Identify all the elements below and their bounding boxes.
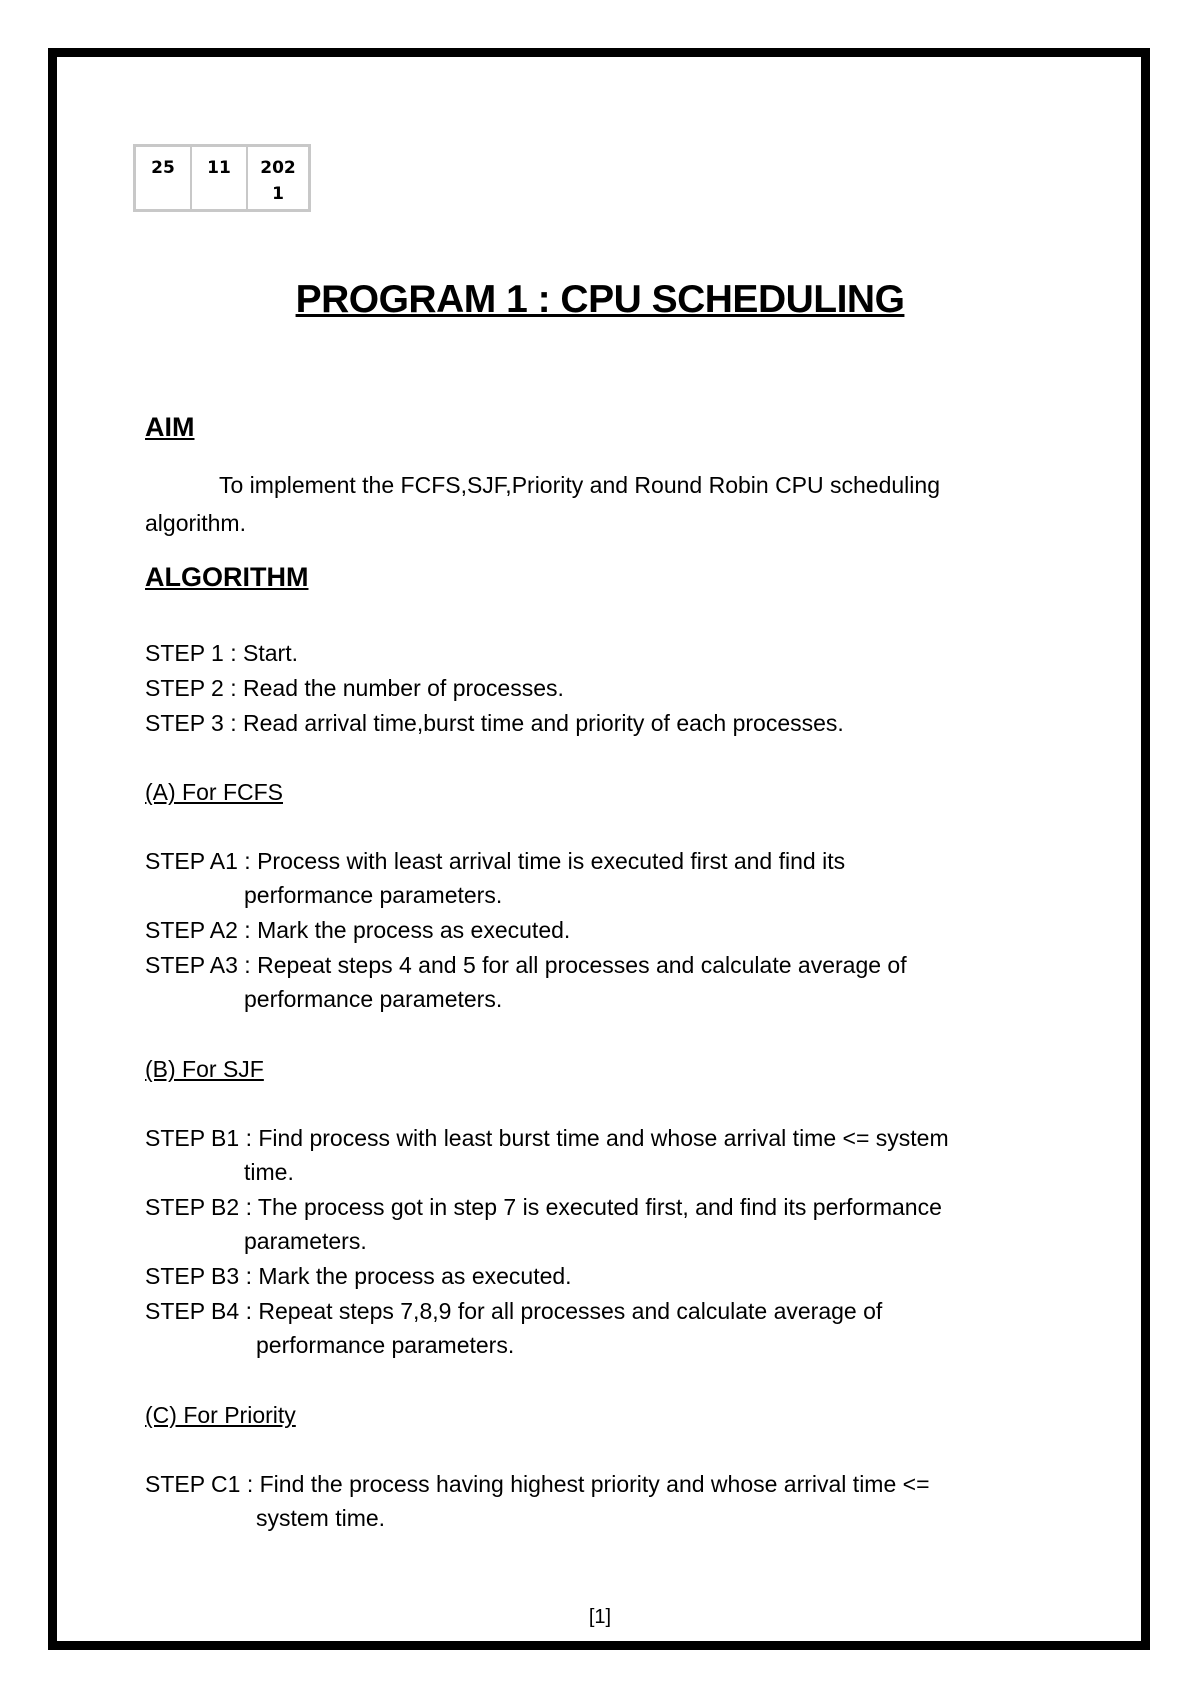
page-number: [1] xyxy=(588,1606,612,1628)
step-1: STEP 1 : Start. xyxy=(145,640,298,666)
fcfs-heading: (A) For FCFS xyxy=(145,779,283,805)
step-b4: STEP B4 : Repeat steps 7,8,9 for all processes and calculate average of xyxy=(145,1298,883,1324)
step-c1: STEP C1 : Find the process having highest priority and whose arrival time <= xyxy=(145,1471,930,1497)
step-b1-cont: time. xyxy=(244,1159,294,1185)
algorithm-heading: ALGORITHM xyxy=(145,562,309,592)
date-table xyxy=(133,144,311,212)
step-b2: STEP B2 : The process got in step 7 is executed first, and find its performance xyxy=(145,1194,942,1220)
step-2: STEP 2 : Read the number of processes. xyxy=(145,675,564,701)
step-b1: STEP B1 : Find process with least burst time and whose arrival time <= system xyxy=(145,1125,949,1151)
step-a3: STEP A3 : Repeat steps 4 and 5 for all processes and calculate average of xyxy=(145,952,907,978)
priority-heading: (C) For Priority xyxy=(145,1402,296,1428)
date-day: 25 xyxy=(135,146,192,211)
step-a1-cont: performance parameters. xyxy=(244,882,503,908)
step-a2: STEP A2 : Mark the process as executed. xyxy=(145,917,571,943)
aim-text: To implement the FCFS,SJF,Priority and Round Robin CPU scheduling algorithm. xyxy=(145,472,940,536)
aim-heading: AIM xyxy=(145,412,195,442)
date-year-line1: 202 xyxy=(260,158,296,178)
step-b3: STEP B3 : Mark the process as executed. xyxy=(145,1263,572,1289)
step-3: STEP 3 : Read arrival time,burst time and priority of each processes. xyxy=(145,710,844,736)
step-a3-cont: performance parameters. xyxy=(244,986,503,1012)
date-year-line2: 1 xyxy=(272,184,284,204)
step-c1-cont: system time. xyxy=(256,1505,386,1531)
sjf-heading: (B) For SJF xyxy=(145,1056,264,1082)
step-b4-cont: performance parameters. xyxy=(256,1332,515,1358)
date-year xyxy=(247,146,310,211)
step-a1: STEP A1 : Process with least arrival time is executed first and find its xyxy=(145,848,846,874)
page-title: PROGRAM 1 : CPU SCHEDULING xyxy=(295,278,905,321)
step-b2-cont: parameters. xyxy=(244,1228,367,1254)
date-month: 11 xyxy=(191,146,247,211)
